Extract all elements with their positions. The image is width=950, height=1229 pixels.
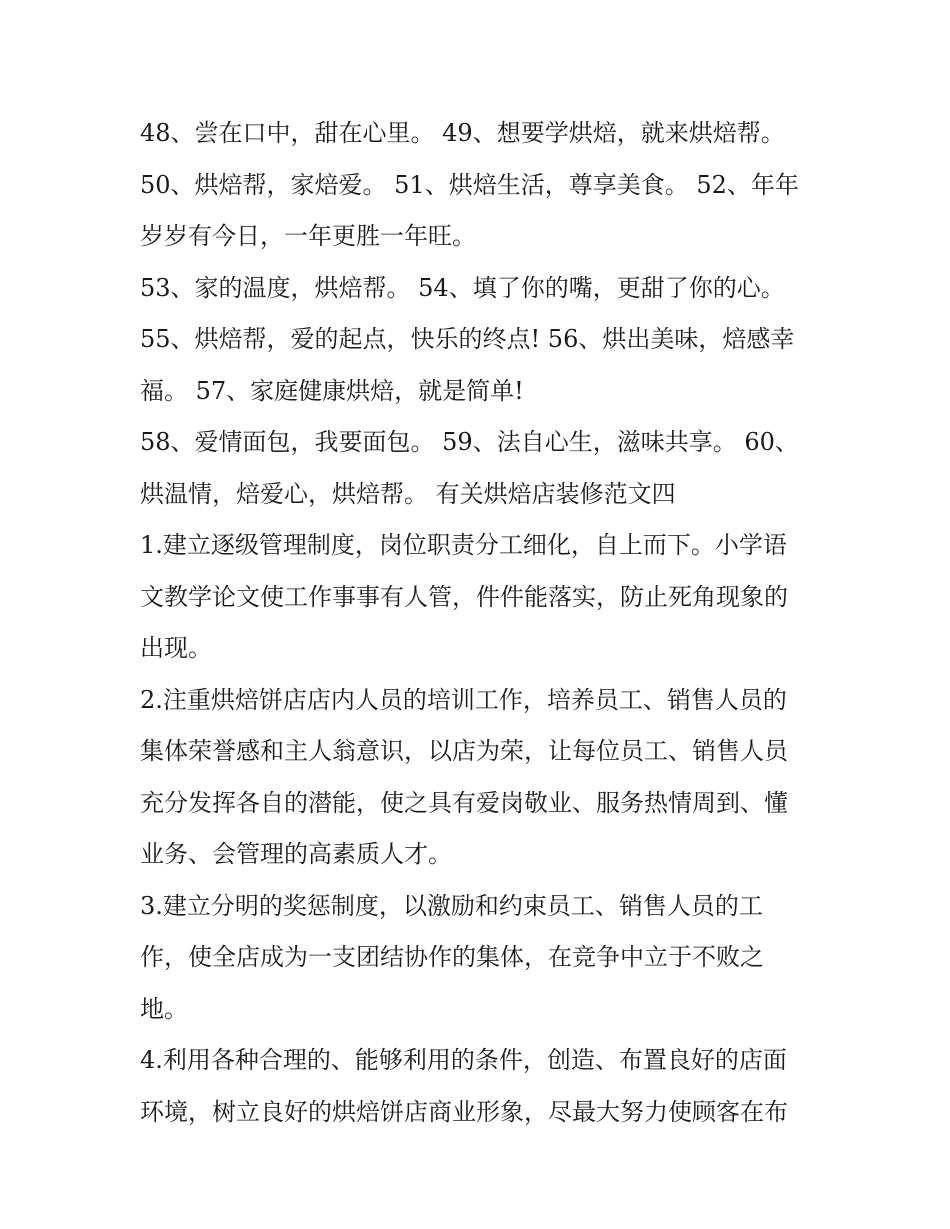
document-body (140, 108, 820, 1138)
text-line: 1.建立逐级管理制度，岗位职责分工细化，自上而下。小学语 (140, 531, 787, 559)
text-line: 2.注重烘焙饼店店内人员的培训工作，培养员工、销售人员的 (140, 685, 787, 714)
text-line: 4.利用各种合理的、能够利用的条件，创造、布置良好的店面 (140, 1046, 787, 1074)
text-line: 充分发挥各自的潜能，使之具有爱岗敬业、服务热情周到、懂 (140, 788, 788, 817)
text-line: 48、尝在口中，甜在心里。 49、想要学烘焙，就来烘焙帮。 (140, 119, 785, 147)
text-line: 岁岁有今日，一年更胜一年旺。 (140, 222, 476, 250)
text-line: 集体荣誉感和主人翁意识，以店为荣，让每位员工、销售人员 (140, 737, 788, 765)
text-line: 地。 (140, 994, 188, 1023)
paragraph-slogans-55-57 (140, 314, 820, 417)
paragraph-item-4 (140, 1035, 820, 1138)
paragraph-item-1 (140, 520, 820, 675)
text-line: 福。 57、家庭健康烘焙，就是简单! (140, 376, 524, 405)
text-line: 3.建立分明的奖惩制度，以激励和约束员工、销售人员的工 (140, 891, 763, 920)
text-line: 53、家的温度，烘焙帮。 54、填了你的嘴，更甜了你的心。 (140, 273, 785, 302)
paragraph-slogans-58-60 (140, 417, 820, 520)
text-line: 文教学论文使工作事事有人管，件件能落实，防止死角现象的 (140, 582, 788, 611)
text-line: 业务、会管理的高素质人才。 (140, 840, 452, 868)
text-line: 58、爱情面包，我要面包。 59、法自心生，滋味共享。 60、 (140, 428, 799, 456)
paragraph-slogans-53-54 (140, 263, 820, 315)
text-line: 环境，树立良好的烘焙饼店商业形象，尽最大努力使顾客在布 (140, 1097, 788, 1126)
text-line: 出现。 (140, 634, 212, 662)
paragraph-item-2 (140, 675, 820, 881)
paragraph-item-3 (140, 881, 820, 1036)
text-line: 烘温情，焙爱心，烘焙帮。 有关烘焙店装修范文四 (140, 479, 676, 508)
paragraph-slogans-48-49 (140, 108, 820, 160)
paragraph-slogans-50-52 (140, 160, 820, 263)
text-line: 50、烘焙帮，家焙爱。 51、烘焙生活，尊享美食。 52、年年 (140, 170, 799, 199)
text-line: 作，使全店成为一支团结协作的集体，在竞争中立于不败之 (140, 943, 764, 971)
text-line: 55、烘焙帮，爱的起点，快乐的终点! 56、烘出美味，焙感幸 (140, 325, 795, 353)
